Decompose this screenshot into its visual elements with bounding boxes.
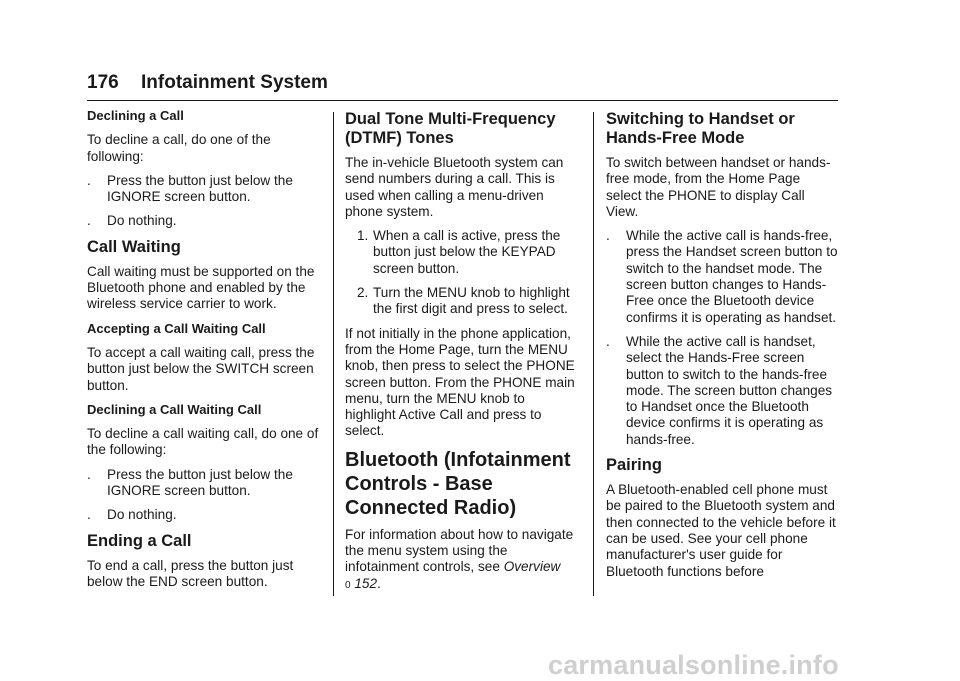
bullet: . <box>87 507 91 523</box>
list-item <box>87 173 327 206</box>
list-item-text: Press the button just below the IGNORE screen button. <box>107 172 293 205</box>
declining-call-waiting-intro: To decline a call waiting call, do one of the following: <box>87 426 319 458</box>
list-item-text: Do nothing. <box>107 213 177 229</box>
bluetooth-text-body: For information about how to navigate the menu system using the infotainment controls, see <box>345 526 574 575</box>
switching-title: Switching to Handset or Hands-Free Mode <box>606 110 795 147</box>
page-number: 176 <box>87 72 119 93</box>
declining-call-waiting-heading: Declining a Call Waiting Call <box>87 401 262 417</box>
overview-link[interactable]: Overview <box>503 559 561 575</box>
ending-call-title: Ending a Call <box>87 531 192 550</box>
list-item-text: Press the button just below the IGNORE screen button. <box>107 466 293 499</box>
bullet: . <box>87 172 91 188</box>
switching-text: To switch between handset or hands-free mode, from the Home Page select the PHONE to display Call View. <box>606 155 831 219</box>
watermark: carmanualsonline.info <box>548 650 839 680</box>
bullet: . <box>87 466 91 482</box>
pairing-title: Pairing <box>606 456 662 475</box>
step-number: 1. <box>357 228 369 244</box>
declining-call-intro: To decline a call, do one of the following: <box>87 132 271 164</box>
column-divider <box>333 112 334 596</box>
step-text: When a call is active, press the button just below the KEYPAD screen button. <box>373 228 561 276</box>
bluetooth-title: Bluetooth (Infotainment Controls - Base Connected Radio) <box>345 448 571 519</box>
accepting-call-waiting-heading: Accepting a Call Waiting Call <box>87 320 266 336</box>
step-text: Turn the MENU knob to highlight the first digit and press to select. <box>373 285 570 317</box>
call-waiting-title: Call Waiting <box>87 237 181 256</box>
list-item <box>87 507 327 523</box>
column-1 <box>87 108 327 598</box>
list-item <box>87 213 327 229</box>
column-2 <box>345 108 579 602</box>
dtmf-text: The in-vehicle Bluetooth system can send numbers during a call. This is used when calling a menu-driven phone system. <box>345 155 564 219</box>
pairing-text: A Bluetooth-enabled cell phone must be paired to the Bluetooth system and then connected to the vehicle before it can be used. See your cell phone manufacturer's user guide for Bluetooth functions before <box>606 482 836 579</box>
list-item <box>345 285 579 318</box>
bullet: . <box>606 333 610 349</box>
list-item <box>87 467 327 500</box>
list-item <box>345 228 579 277</box>
list-item-text: While the active call is hands-free, press the Handset screen button to switch to the handset mode. The screen button changes to Hands-Free once the Bluetooth device confirms it is operating as handset. <box>626 228 838 325</box>
column-divider <box>593 112 594 596</box>
section-title: Infotainment System <box>141 72 328 93</box>
dtmf-title: Dual Tone Multi-Frequency (DTMF) Tones <box>345 110 556 147</box>
bullet: . <box>87 213 91 229</box>
step-number: 2. <box>357 285 369 301</box>
list-item-text: While the active call is handset, select the Hands-Free screen button to switch to the hands-free mode. The screen button changes to Handset once the Bluetooth device confirms it is operating as hands-free. <box>626 333 833 447</box>
declining-call-heading: Declining a Call <box>87 108 184 123</box>
page-header <box>87 72 838 101</box>
dtmf-note: If not initially in the phone application, from the Home Page, turn the MENU knob, then press to select the PHONE screen button. From the PHONE main menu, turn the MENU knob to highlight Active Call and press to select. <box>345 325 575 439</box>
page-reference-icon: 0 <box>345 579 351 591</box>
list-item-text: Do nothing. <box>107 507 177 523</box>
list-item <box>606 334 838 448</box>
ending-call-text: To end a call, press the button just below the END screen button. <box>87 557 294 589</box>
page-reference-number[interactable]: 152 <box>354 575 378 591</box>
accepting-call-waiting-text: To accept a call waiting call, press the button just below the SWITCH screen button. <box>87 344 315 393</box>
call-waiting-text: Call waiting must be supported on the Bluetooth phone and enabled by the wireless service carrier to work. <box>87 263 315 312</box>
column-3 <box>606 108 838 588</box>
bullet: . <box>606 228 610 244</box>
list-item <box>606 228 838 326</box>
bluetooth-text <box>345 527 579 594</box>
page-reference-end: . <box>377 575 381 591</box>
